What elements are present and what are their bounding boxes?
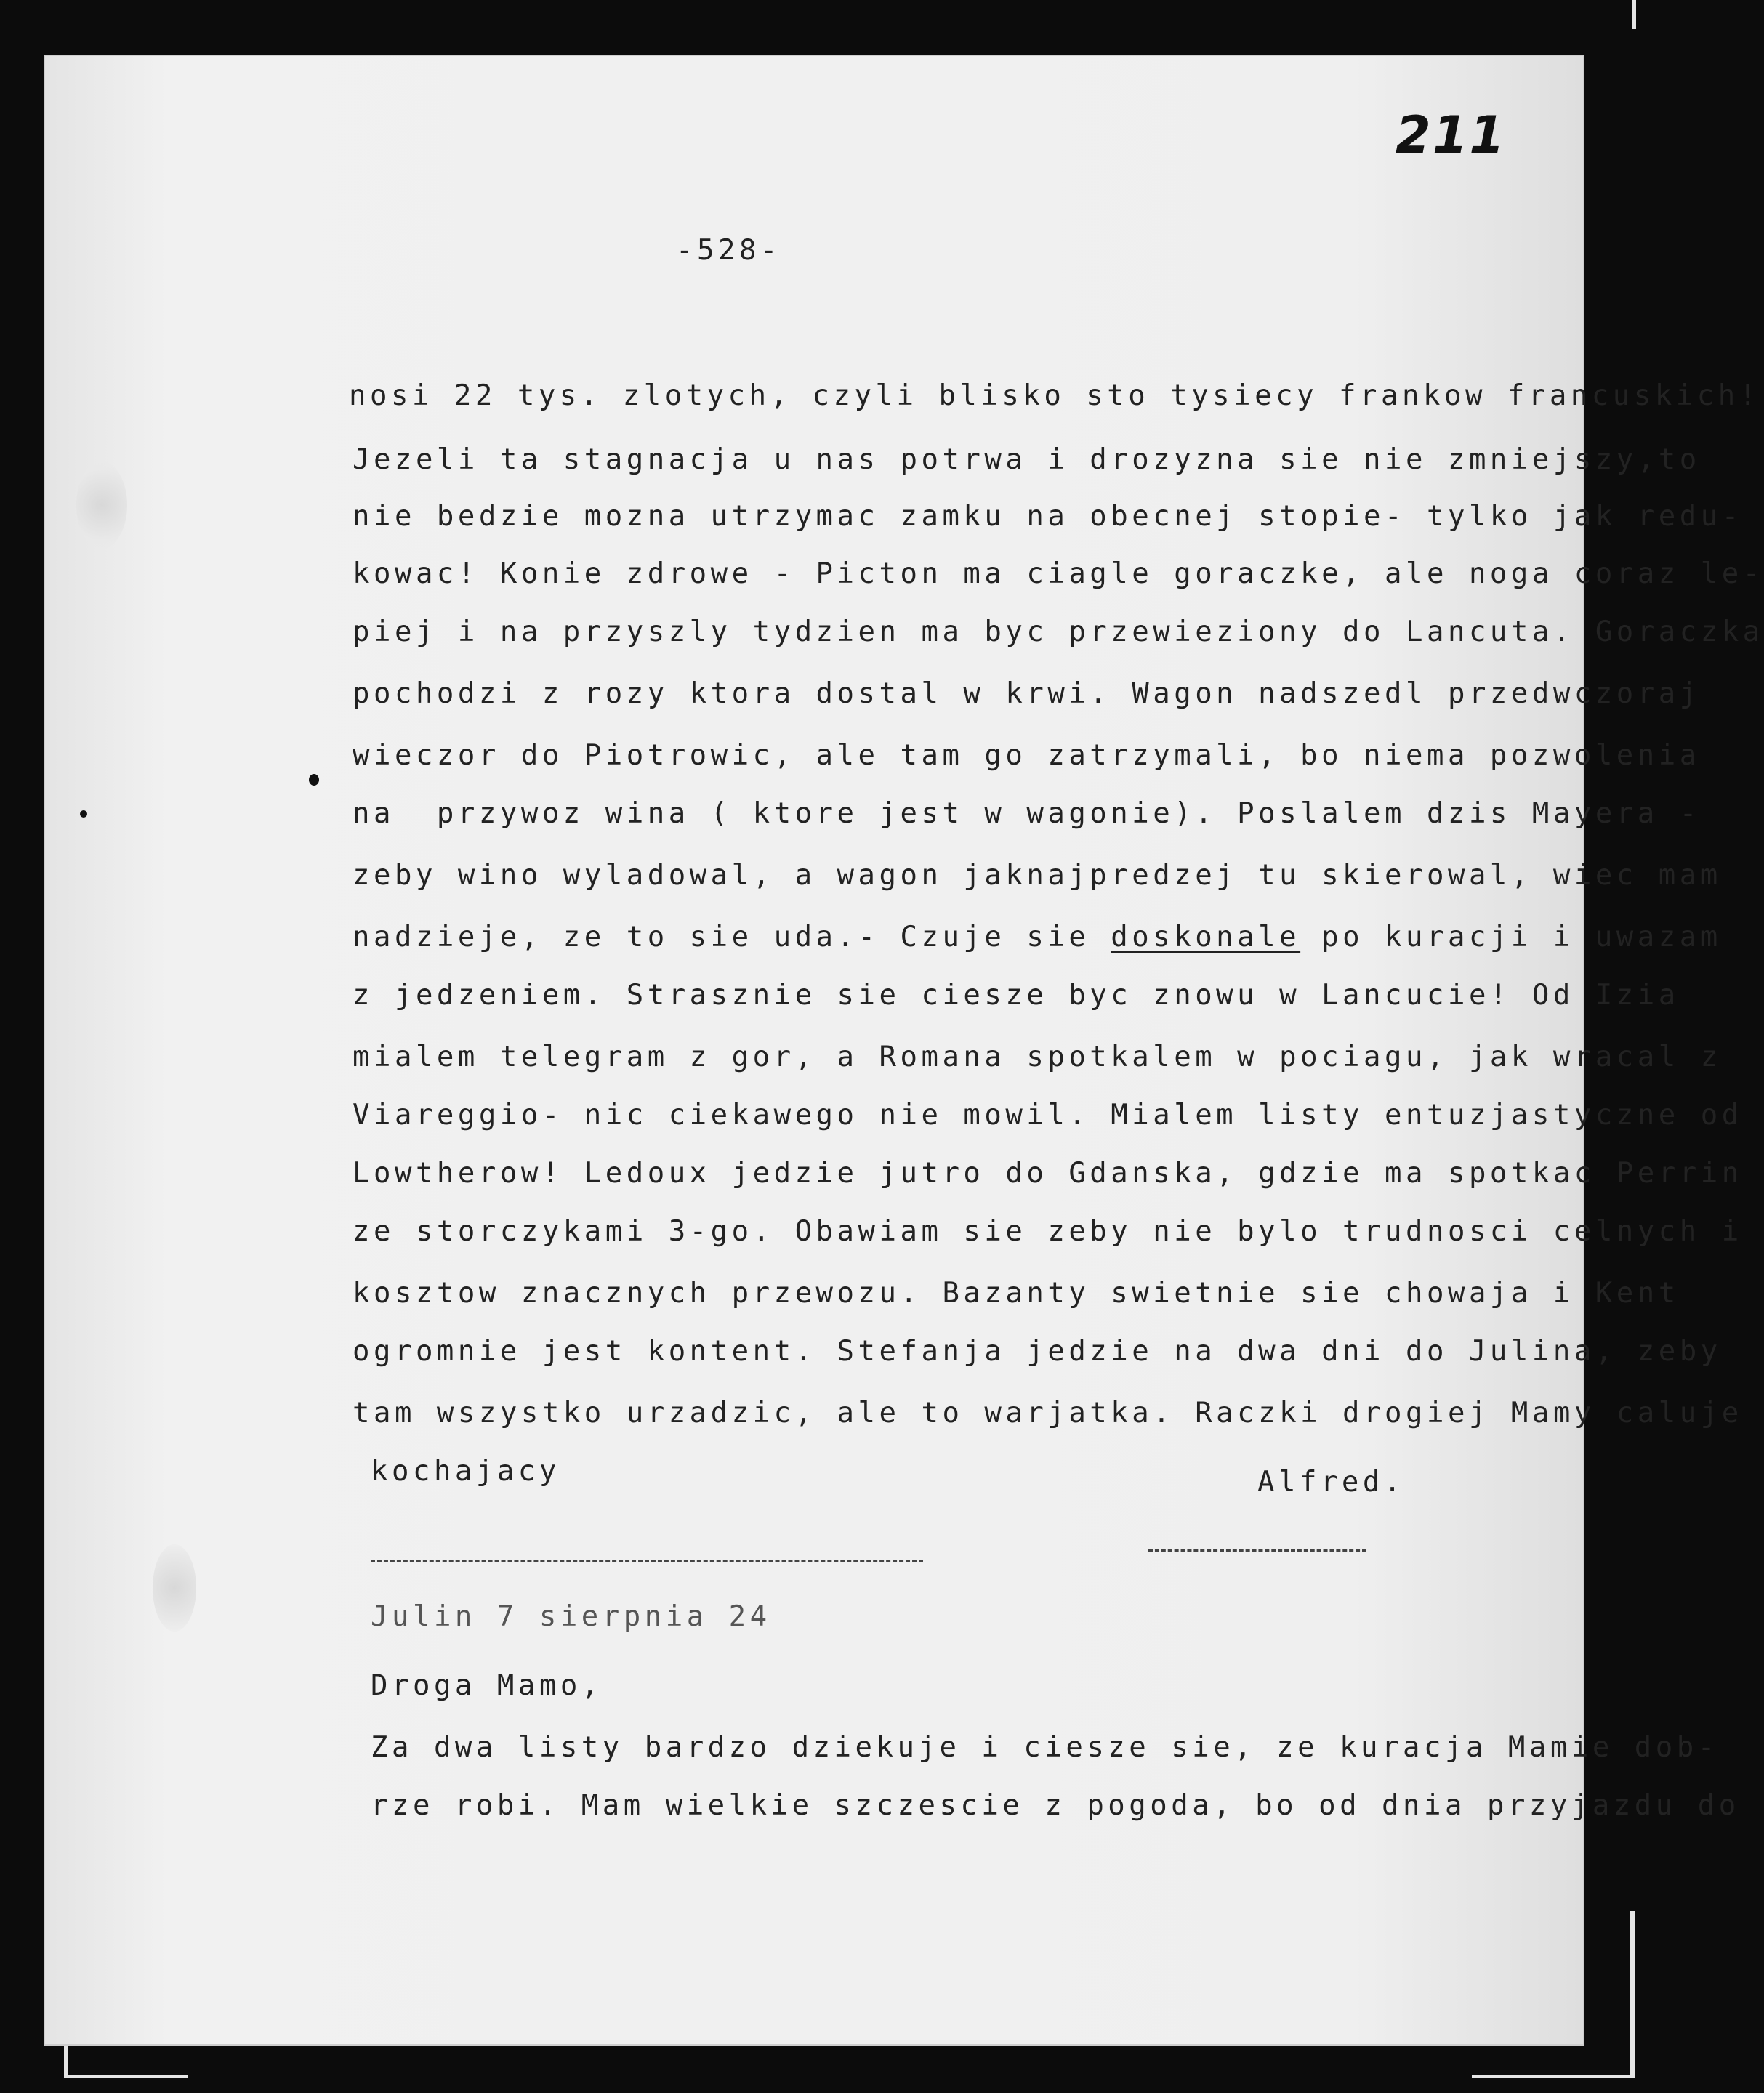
letter-line: Za dwa listy bardzo dziekuje i ciesze sie, ze kuracja Mamie dob- bbox=[371, 1731, 1719, 1764]
film-mark bbox=[1472, 2075, 1632, 2078]
stain bbox=[76, 461, 127, 549]
letter-line: nosi 22 tys. zlotych, czyli blisko sto tysiecy frankow francuskich! bbox=[349, 379, 1760, 412]
place-date: Julin 7 sierpnia 24 bbox=[371, 1600, 771, 1633]
paper-sheet bbox=[44, 55, 1764, 2046]
folio-number: 211 bbox=[1396, 105, 1507, 165]
letter-line: ze storczykami 3-go. Obawiam sie zeby nie bylo trudnosci celnych i bbox=[353, 1215, 1743, 1248]
letter-line: tam wszystko urzadzic, ale to warjatka. Raczki drogiej Mamy caluje bbox=[353, 1397, 1743, 1429]
letter-line: wieczor do Piotrowic, ale tam go zatrzymali, bo niema pozwolenia bbox=[353, 739, 1701, 772]
letter-line: rze robi. Mam wielkie szczescie z pogoda, bo od dnia przyjazdu do bbox=[371, 1789, 1740, 1822]
letter-line: mialem telegram z gor, a Romana spotkalem w pociagu, jak wracal z bbox=[353, 1041, 1722, 1073]
letter-line: Jezeli ta stagnacja u nas potrwa i drozyzna sie nie zmniejszy,to bbox=[353, 443, 1701, 476]
letter-line: ogromnie jest kontent. Stefanja jedzie na dwa dni do Julina, zeby bbox=[353, 1335, 1722, 1368]
letter-line: piej i na przyszly tydzien ma byc przewieziony do Lancuta. Goraczka bbox=[353, 616, 1764, 648]
ink-dot bbox=[80, 810, 87, 818]
letter-line bbox=[353, 923, 1722, 951]
text-run: po kuracji i uwazam bbox=[1300, 921, 1722, 953]
film-mark bbox=[1630, 1911, 1635, 2078]
letter-line: Lowtherow! Ledoux jedzie jutro do Gdanska, gdzie ma spotkac Perrin bbox=[353, 1157, 1743, 1190]
divider-rule bbox=[1148, 1549, 1366, 1552]
ink-dot bbox=[309, 774, 319, 786]
letter-line: na przywoz wina ( ktore jest w wagonie). Poslalem dzis Mayera - bbox=[353, 797, 1701, 830]
letter-line: Viareggio- nic ciekawego nie mowil. Mialem listy entuzjastyczne od bbox=[353, 1099, 1743, 1132]
film-mark bbox=[64, 2075, 188, 2078]
letter-line: z jedzeniem. Strasznie sie ciesze byc znowu w Lancucie! Od Izia bbox=[353, 979, 1680, 1012]
signature: Alfred. bbox=[1257, 1466, 1405, 1499]
underlined-word: doskonale bbox=[1111, 921, 1301, 953]
page-number: -528- bbox=[676, 234, 781, 267]
letter-line: zeby wino wyladowal, a wagon jaknajpredzej tu skierowal, wiec mam bbox=[353, 859, 1722, 892]
divider-rule bbox=[371, 1560, 923, 1562]
text-run: nadzieje, ze to sie uda.- Czuje sie bbox=[353, 921, 1111, 953]
letter-line: nie bedzie mozna utrzymac zamku na obecnej stopie- tylko jak redu- bbox=[353, 500, 1743, 533]
salutation: Droga Mamo, bbox=[371, 1669, 603, 1702]
closing: kochajacy bbox=[371, 1455, 560, 1488]
film-mark bbox=[1632, 0, 1636, 29]
letter-line: pochodzi z rozy ktora dostal w krwi. Wagon nadszedl przedwczoraj bbox=[353, 677, 1701, 710]
stain bbox=[153, 1544, 196, 1632]
letter-line: kosztow znacznych przewozu. Bazanty swietnie sie chowaja i Kent bbox=[353, 1277, 1680, 1310]
letter-line: kowac! Konie zdrowe - Picton ma ciagle goraczke, ale noga coraz le- bbox=[353, 557, 1764, 590]
